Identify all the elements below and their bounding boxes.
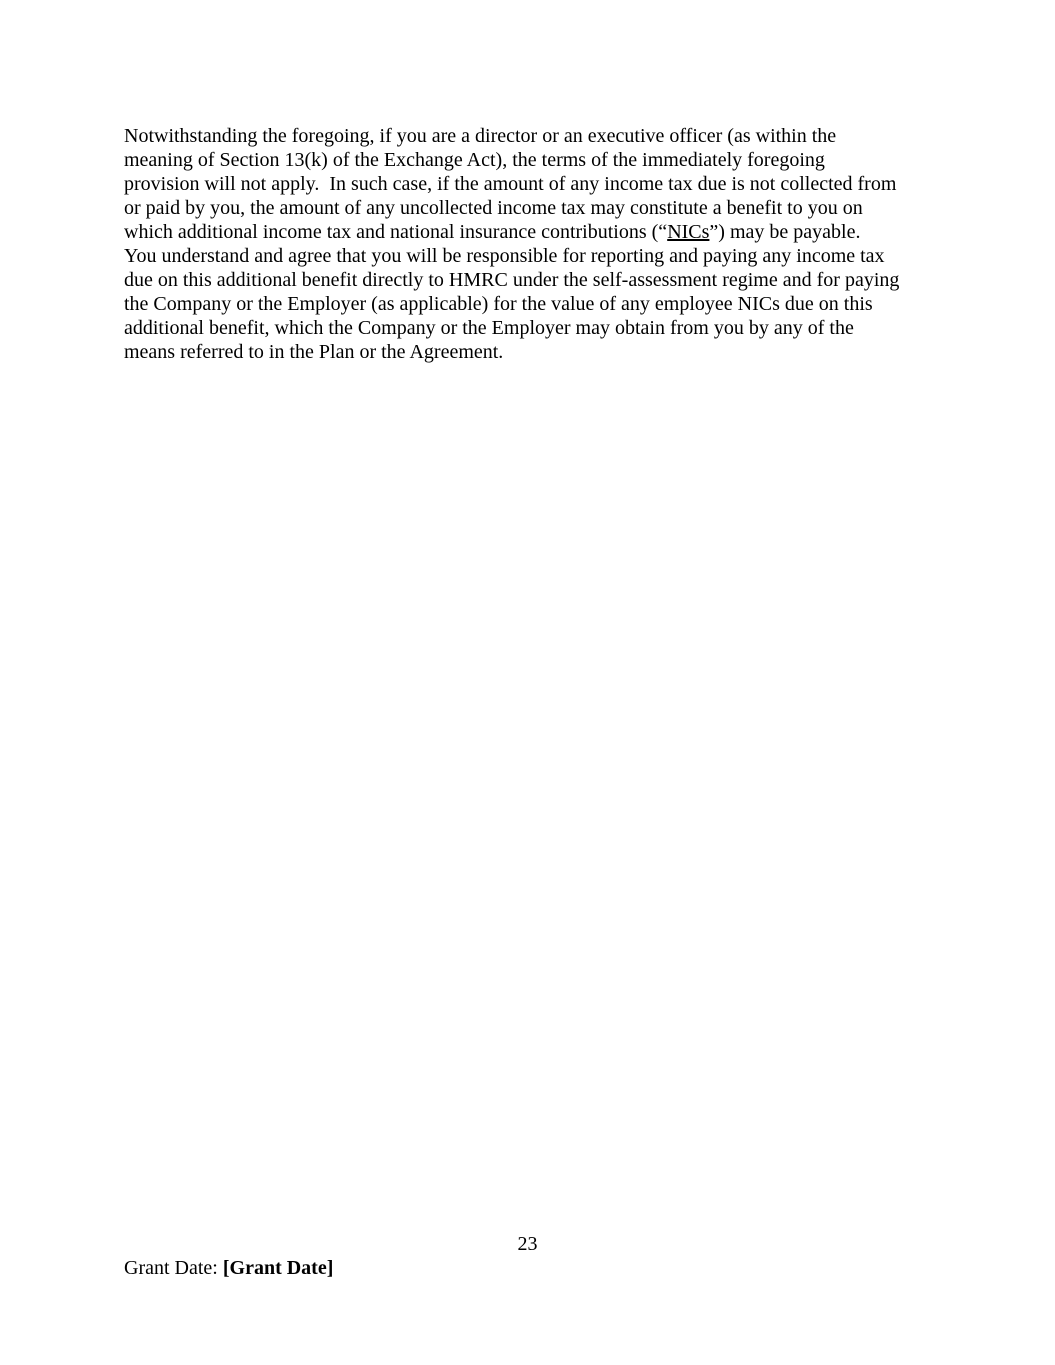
defined-term-nics: NICs: [667, 221, 710, 243]
paragraph-line-8: the Company or the Employer (as applicable) for the value of any employee NICs due on this: [124, 293, 873, 315]
paragraph-line-9: additional benefit, which the Company or the Employer may obtain from you by any of the: [124, 317, 854, 339]
footer-grant-date: [124, 1256, 333, 1280]
paragraph-line-1: Notwithstanding the foregoing, if you are a director or an executive officer (as within the: [124, 125, 837, 147]
paragraph-line-4: or paid by you, the amount of any uncollected income tax may constitute a benefit to you on: [124, 197, 863, 219]
paragraph-line-3: provision will not apply. In such case, if the amount of any income tax due is not collected from: [124, 173, 897, 195]
grant-date-label: Grant Date:: [124, 1257, 223, 1279]
paragraph-line-10: means referred to in the Plan or the Agreement.: [124, 341, 504, 363]
paragraph-line-2: meaning of Section 13(k) of the Exchange Act), the terms of the immediately foregoing: [124, 149, 825, 171]
line-5-text-before: which additional income tax and national insurance contributions (“: [124, 221, 668, 243]
paragraph-line-6: You understand and agree that you will be responsible for reporting and paying any income tax: [124, 245, 885, 267]
paragraph-line-7: due on this additional benefit directly to HMRC under the self-assessment regime and for paying: [124, 269, 900, 291]
paragraph-line-5: [124, 220, 860, 244]
line-5-text-after: ”) may be payable.: [709, 221, 861, 243]
page-number: 23: [517, 1233, 538, 1255]
grant-date-value: [Grant Date]: [222, 1257, 334, 1279]
